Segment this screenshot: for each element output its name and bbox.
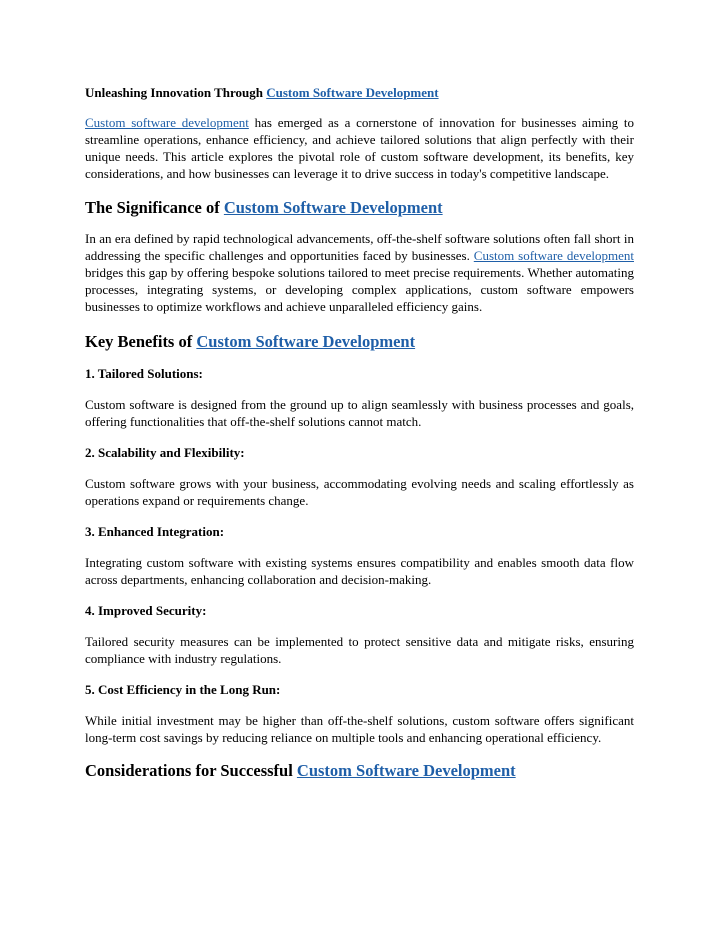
article-title-link[interactable]: Custom Software Development — [266, 85, 439, 100]
intro-paragraph — [85, 114, 634, 182]
benefit-text-5: While initial investment may be higher than off-the-shelf solutions, custom software offers significant long-term cost savings by reducing reliance on multiple tools and enhancing operational efficiency. — [85, 713, 634, 745]
benefit-title-1: 1. Tailored Solutions: — [85, 366, 203, 381]
document-content — [85, 84, 634, 781]
benefit-text-3: Integrating custom software with existing systems ensures compatibility and enables smooth data flow across departments, enhancing collaboration and decision-making. — [85, 555, 634, 587]
benefit-title-2: 2. Scalability and Flexibility: — [85, 445, 245, 460]
significance-heading-text: The Significance of — [85, 198, 224, 217]
significance-link[interactable]: Custom software development — [473, 248, 634, 263]
significance-paragraph — [85, 230, 634, 315]
benefits-heading-link[interactable]: Custom Software Development — [196, 332, 416, 351]
article-title-text: Unleashing Innovation Through — [85, 85, 267, 100]
benefit-text-4: Tailored security measures can be implemented to protect sensitive data and mitigate risks, ensuring compliance with industry regulations. — [85, 634, 634, 666]
significance-text-before: In an era defined by rapid technological advancements, off-the-shelf software solutions often fall short in addressing the specific challenges and opportunities faced by businesses. — [85, 231, 634, 263]
benefit-title-5: 5. Cost Efficiency in the Long Run: — [85, 682, 281, 697]
significance-heading — [85, 197, 634, 218]
significance-heading-link[interactable]: Custom Software Development — [223, 198, 443, 217]
intro-link[interactable]: Custom software development — [85, 115, 249, 130]
benefit-title-3: 3. Enhanced Integration: — [85, 524, 225, 539]
considerations-heading — [85, 760, 634, 781]
benefits-heading — [85, 331, 634, 352]
significance-text-after: bridges this gap by offering bespoke solutions tailored to meet precise requirements. Whether automating processes, integrating systems, or developing complex applications, custom software empowers businesses to optimize workflows and achieve unparalleled efficiency gains. — [85, 265, 634, 314]
benefit-text-1: Custom software is designed from the ground up to align seamlessly with business processes and goals, offering functionalities that off-the-shelf solutions cannot match. — [85, 397, 634, 429]
article-title — [85, 84, 634, 101]
benefits-heading-text: Key Benefits of — [85, 332, 197, 351]
considerations-heading-text: Considerations for Successful — [85, 761, 297, 780]
benefit-title-4: 4. Improved Security: — [85, 603, 207, 618]
benefit-text-2: Custom software grows with your business, accommodating evolving needs and scaling effortlessly as operations expand or requirements change. — [85, 476, 634, 508]
considerations-heading-link[interactable]: Custom Software Development — [296, 761, 516, 780]
intro-text: has emerged as a cornerstone of innovation for businesses aiming to streamline operations, enhance efficiency, and achieve tailored solutions that align perfectly with their unique needs. This article explores the pivotal role of custom software development, its benefits, key considerations, and how businesses can leverage it to drive success in today's competitive landscape. — [85, 115, 634, 181]
